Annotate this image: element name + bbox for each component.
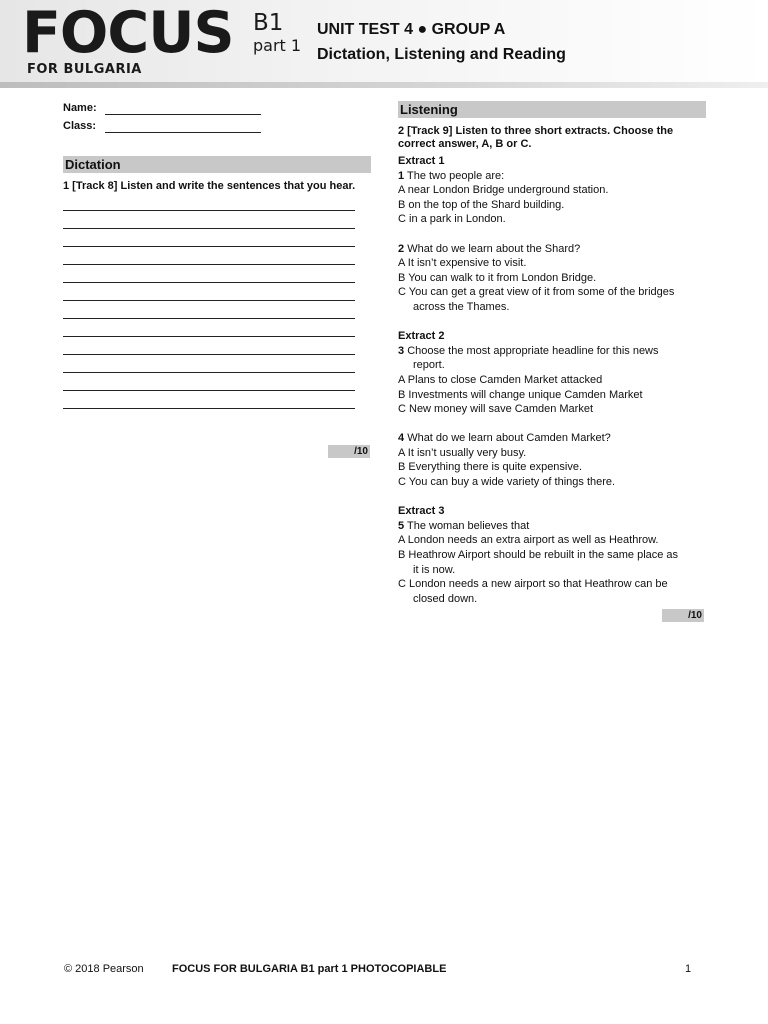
option-3b[interactable]: B Investments will change unique Camden Market xyxy=(398,388,643,401)
page-number: 1 xyxy=(685,963,692,975)
answer-line[interactable] xyxy=(63,193,355,211)
class-label: Class: xyxy=(63,120,97,132)
listening-score-box: /10 xyxy=(662,609,704,622)
page-header xyxy=(0,0,768,82)
question-number: 2 xyxy=(398,242,405,255)
question-3 xyxy=(398,344,706,359)
answer-line[interactable] xyxy=(63,319,355,337)
answer-line[interactable] xyxy=(63,355,355,373)
name-field[interactable] xyxy=(63,102,371,120)
unit-title: UNIT TEST 4 ● GROUP A xyxy=(317,21,506,38)
answer-line[interactable] xyxy=(63,337,355,355)
question-2 xyxy=(398,242,706,257)
option-2c[interactable] xyxy=(398,285,706,314)
option-text-cont: closed down. xyxy=(413,592,478,605)
option-3c[interactable]: C New money will save Camden Market xyxy=(398,403,594,416)
option-1b[interactable]: B on the top of the Shard building. xyxy=(398,198,565,211)
question-number: 1 xyxy=(398,169,405,182)
option-text: C London needs a new airport so that Heathrow can be xyxy=(398,578,668,591)
question-number: 4 xyxy=(398,432,405,445)
question-text-cont: report. xyxy=(413,359,445,372)
question-1 xyxy=(398,169,706,184)
question-text: What do we learn about Camden Market? xyxy=(407,432,611,445)
logo-subtitle: FOR BULGARIA xyxy=(27,62,142,77)
logo-focus: FOCUS xyxy=(22,0,234,66)
option-5b[interactable] xyxy=(398,548,706,577)
question-text: The woman believes that xyxy=(406,519,530,532)
option-text-cont: it is now. xyxy=(413,563,456,576)
extract-3-heading: Extract 3 xyxy=(398,505,445,518)
answer-line[interactable] xyxy=(63,373,355,391)
extract-2-heading: Extract 2 xyxy=(398,330,445,343)
right-column xyxy=(398,101,706,606)
question-5 xyxy=(398,519,706,534)
extract-1-heading: Extract 1 xyxy=(398,155,445,167)
option-1c[interactable]: C in a park in London. xyxy=(398,213,506,226)
option-3a[interactable]: A Plans to close Camden Market attacked xyxy=(398,373,603,386)
question-number: 5 xyxy=(398,519,405,532)
question-4 xyxy=(398,431,706,446)
answer-line[interactable] xyxy=(63,283,355,301)
unit-subtitle: Dictation, Listening and Reading xyxy=(317,46,566,63)
answer-line[interactable] xyxy=(63,211,355,229)
question-number: 3 xyxy=(398,344,405,357)
question-text: Choose the most appropriate headline for this news xyxy=(407,344,659,357)
option-2a[interactable]: A It isn’t expensive to visit. xyxy=(398,257,527,270)
footer-copyright: © 2018 Pearson xyxy=(64,963,144,975)
answer-line[interactable] xyxy=(63,301,355,319)
answer-line[interactable] xyxy=(63,247,355,265)
option-4c[interactable]: C You can buy a wide variety of things there. xyxy=(398,476,616,489)
logo-part: part 1 xyxy=(253,36,302,55)
class-line[interactable] xyxy=(105,132,261,133)
header-divider xyxy=(0,82,768,88)
answer-line[interactable] xyxy=(63,229,355,247)
left-column xyxy=(63,102,371,409)
option-5c[interactable] xyxy=(398,577,706,606)
dictation-score-box: /10 xyxy=(328,445,370,458)
dictation-instruction: 1 [Track 8] Listen and write the sentences that you hear. xyxy=(63,180,356,192)
answer-line[interactable] xyxy=(63,391,355,409)
footer-book-title: FOCUS FOR BULGARIA B1 part 1 PHOTOCOPIABLE xyxy=(172,963,447,975)
option-text: C You can get a great view of it from some of the bridges xyxy=(398,286,675,299)
option-4a[interactable]: A It isn’t usually very busy. xyxy=(398,446,527,459)
option-4b[interactable]: B Everything there is quite expensive. xyxy=(398,461,583,474)
question-text: The two people are: xyxy=(406,169,505,182)
listening-heading: Listening xyxy=(398,101,706,118)
option-text: B Heathrow Airport should be rebuilt in the same place as xyxy=(398,549,679,562)
class-field[interactable] xyxy=(63,120,371,138)
question-text: What do we learn about the Shard? xyxy=(407,242,581,255)
option-text-cont: across the Thames. xyxy=(413,300,510,313)
name-label: Name: xyxy=(63,102,97,114)
option-2b[interactable]: B You can walk to it from London Bridge. xyxy=(398,271,597,284)
dictation-answer-lines xyxy=(63,193,371,409)
dictation-heading: Dictation xyxy=(63,156,371,173)
option-5a[interactable]: A London needs an extra airport as well as Heathrow. xyxy=(398,534,659,547)
option-1a[interactable]: A near London Bridge underground station. xyxy=(398,184,609,197)
listening-instruction: 2 [Track 9] Listen to three short extracts. Choose the correct answer, A, B or C. xyxy=(398,125,674,150)
logo-level: B1 xyxy=(253,10,284,36)
name-line[interactable] xyxy=(105,114,261,115)
answer-line[interactable] xyxy=(63,265,355,283)
